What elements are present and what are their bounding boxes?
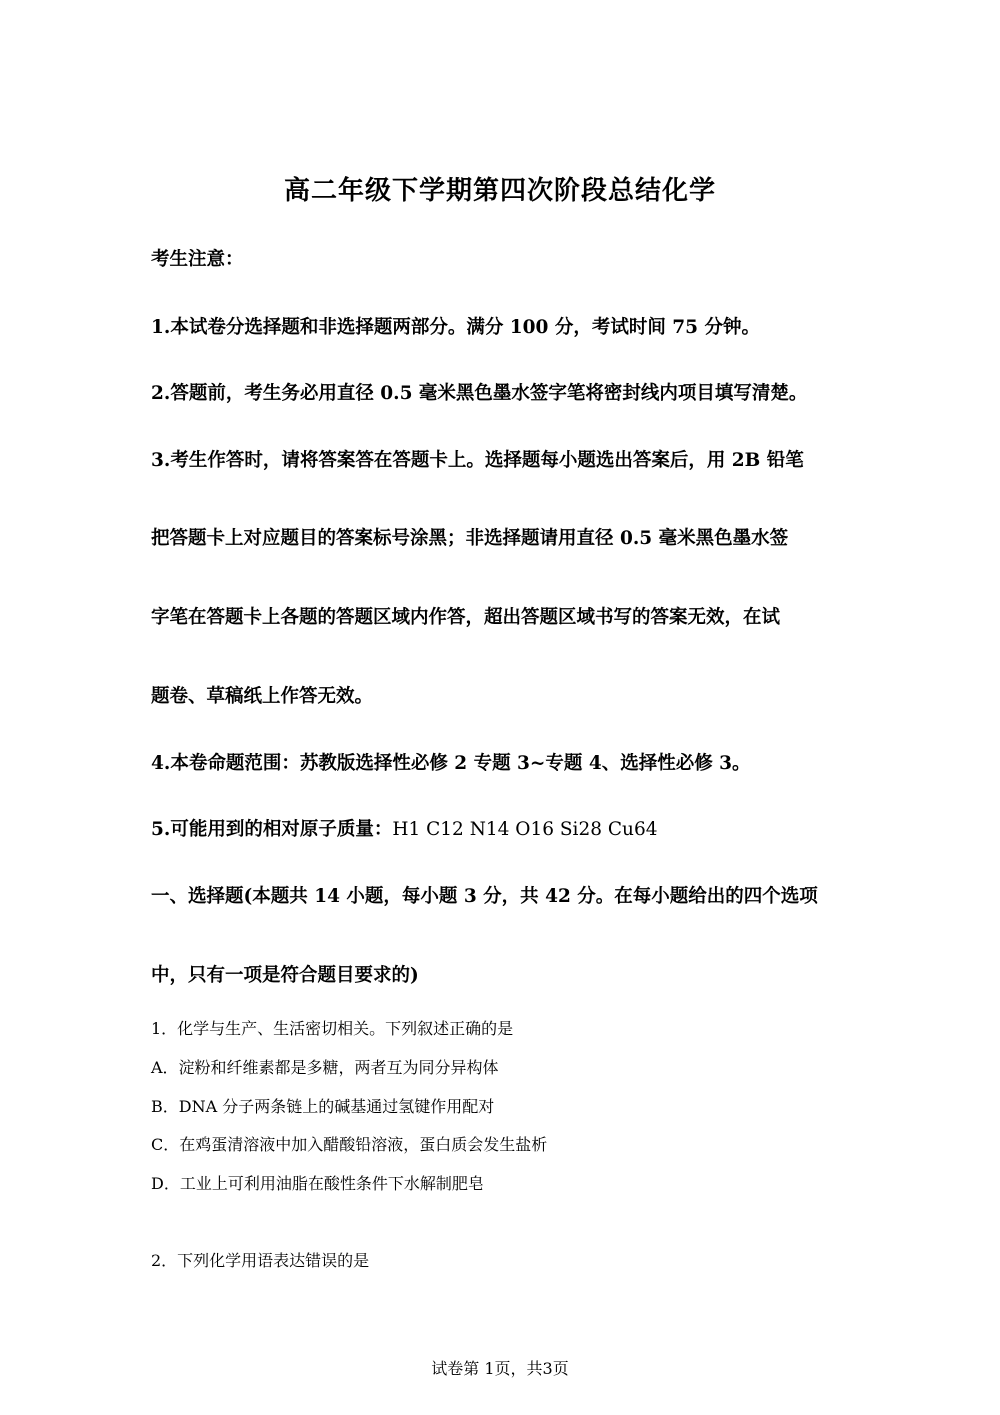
notice-item-1: 1.本试卷分选择题和非选择题两部分。满分 100 分，考试时间 75 分钟。 xyxy=(151,317,760,338)
notice-heading: 考生注意： xyxy=(151,249,244,270)
question-1-stem: 1．化学与生产、生活密切相关。下列叙述正确的是 xyxy=(151,1019,514,1038)
question-1-option-d: D．工业上可利用油脂在酸性条件下水解制肥皂 xyxy=(151,1174,484,1193)
notice-item-5-label: 5.可能用到的相对原子质量： xyxy=(151,819,393,840)
question-1-option-b: B．DNA 分子两条链上的碱基通过氢键作用配对 xyxy=(151,1097,495,1116)
question-1-option-c: C．在鸡蛋清溶液中加入醋酸铅溶液，蛋白质会发生盐析 xyxy=(151,1135,548,1154)
question-2-stem: 2．下列化学用语表达错误的是 xyxy=(151,1251,370,1270)
page-title: 高二年级下学期第四次阶段总结化学 xyxy=(283,176,716,206)
question-1-option-a: A．淀粉和纤维素都是多糖，两者互为同分异构体 xyxy=(151,1058,499,1077)
section-heading-line-1: 一、选择题(本题共 14 小题，每小题 3 分，共 42 分。在每小题给出的四个选项 xyxy=(151,886,818,907)
notice-item-2: 2.答题前，考生务必用直径 0.5 毫米黑色墨水签字笔将密封线内项目填写清楚。 xyxy=(151,383,808,404)
notice-item-4: 4.本卷命题范围：苏教版选择性必修 2 专题 3~专题 4、选择性必修 3。 xyxy=(151,753,751,774)
notice-item-3-line-4: 题卷、草稿纸上作答无效。 xyxy=(151,686,374,707)
notice-item-3-line-1: 3.考生作答时，请将答案答在答题卡上。选择题每小题选出答案后，用 2B 铅笔 xyxy=(151,450,804,471)
atomic-mass-values: H1 C12 N14 O16 Si28 Cu64 xyxy=(392,819,658,840)
notice-item-5 xyxy=(151,815,658,841)
page-footer: 试卷第 1页，共3页 xyxy=(431,1359,569,1378)
notice-item-3-line-2: 把答题卡上对应题目的答案标号涂黑；非选择题请用直径 0.5 毫米黑色墨水签 xyxy=(151,528,789,549)
notice-item-3-line-3: 字笔在答题卡上各题的答题区域内作答，超出答题区域书写的答案无效，在试 xyxy=(151,607,781,628)
section-heading-line-2: 中，只有一项是符合题目要求的) xyxy=(151,965,419,986)
